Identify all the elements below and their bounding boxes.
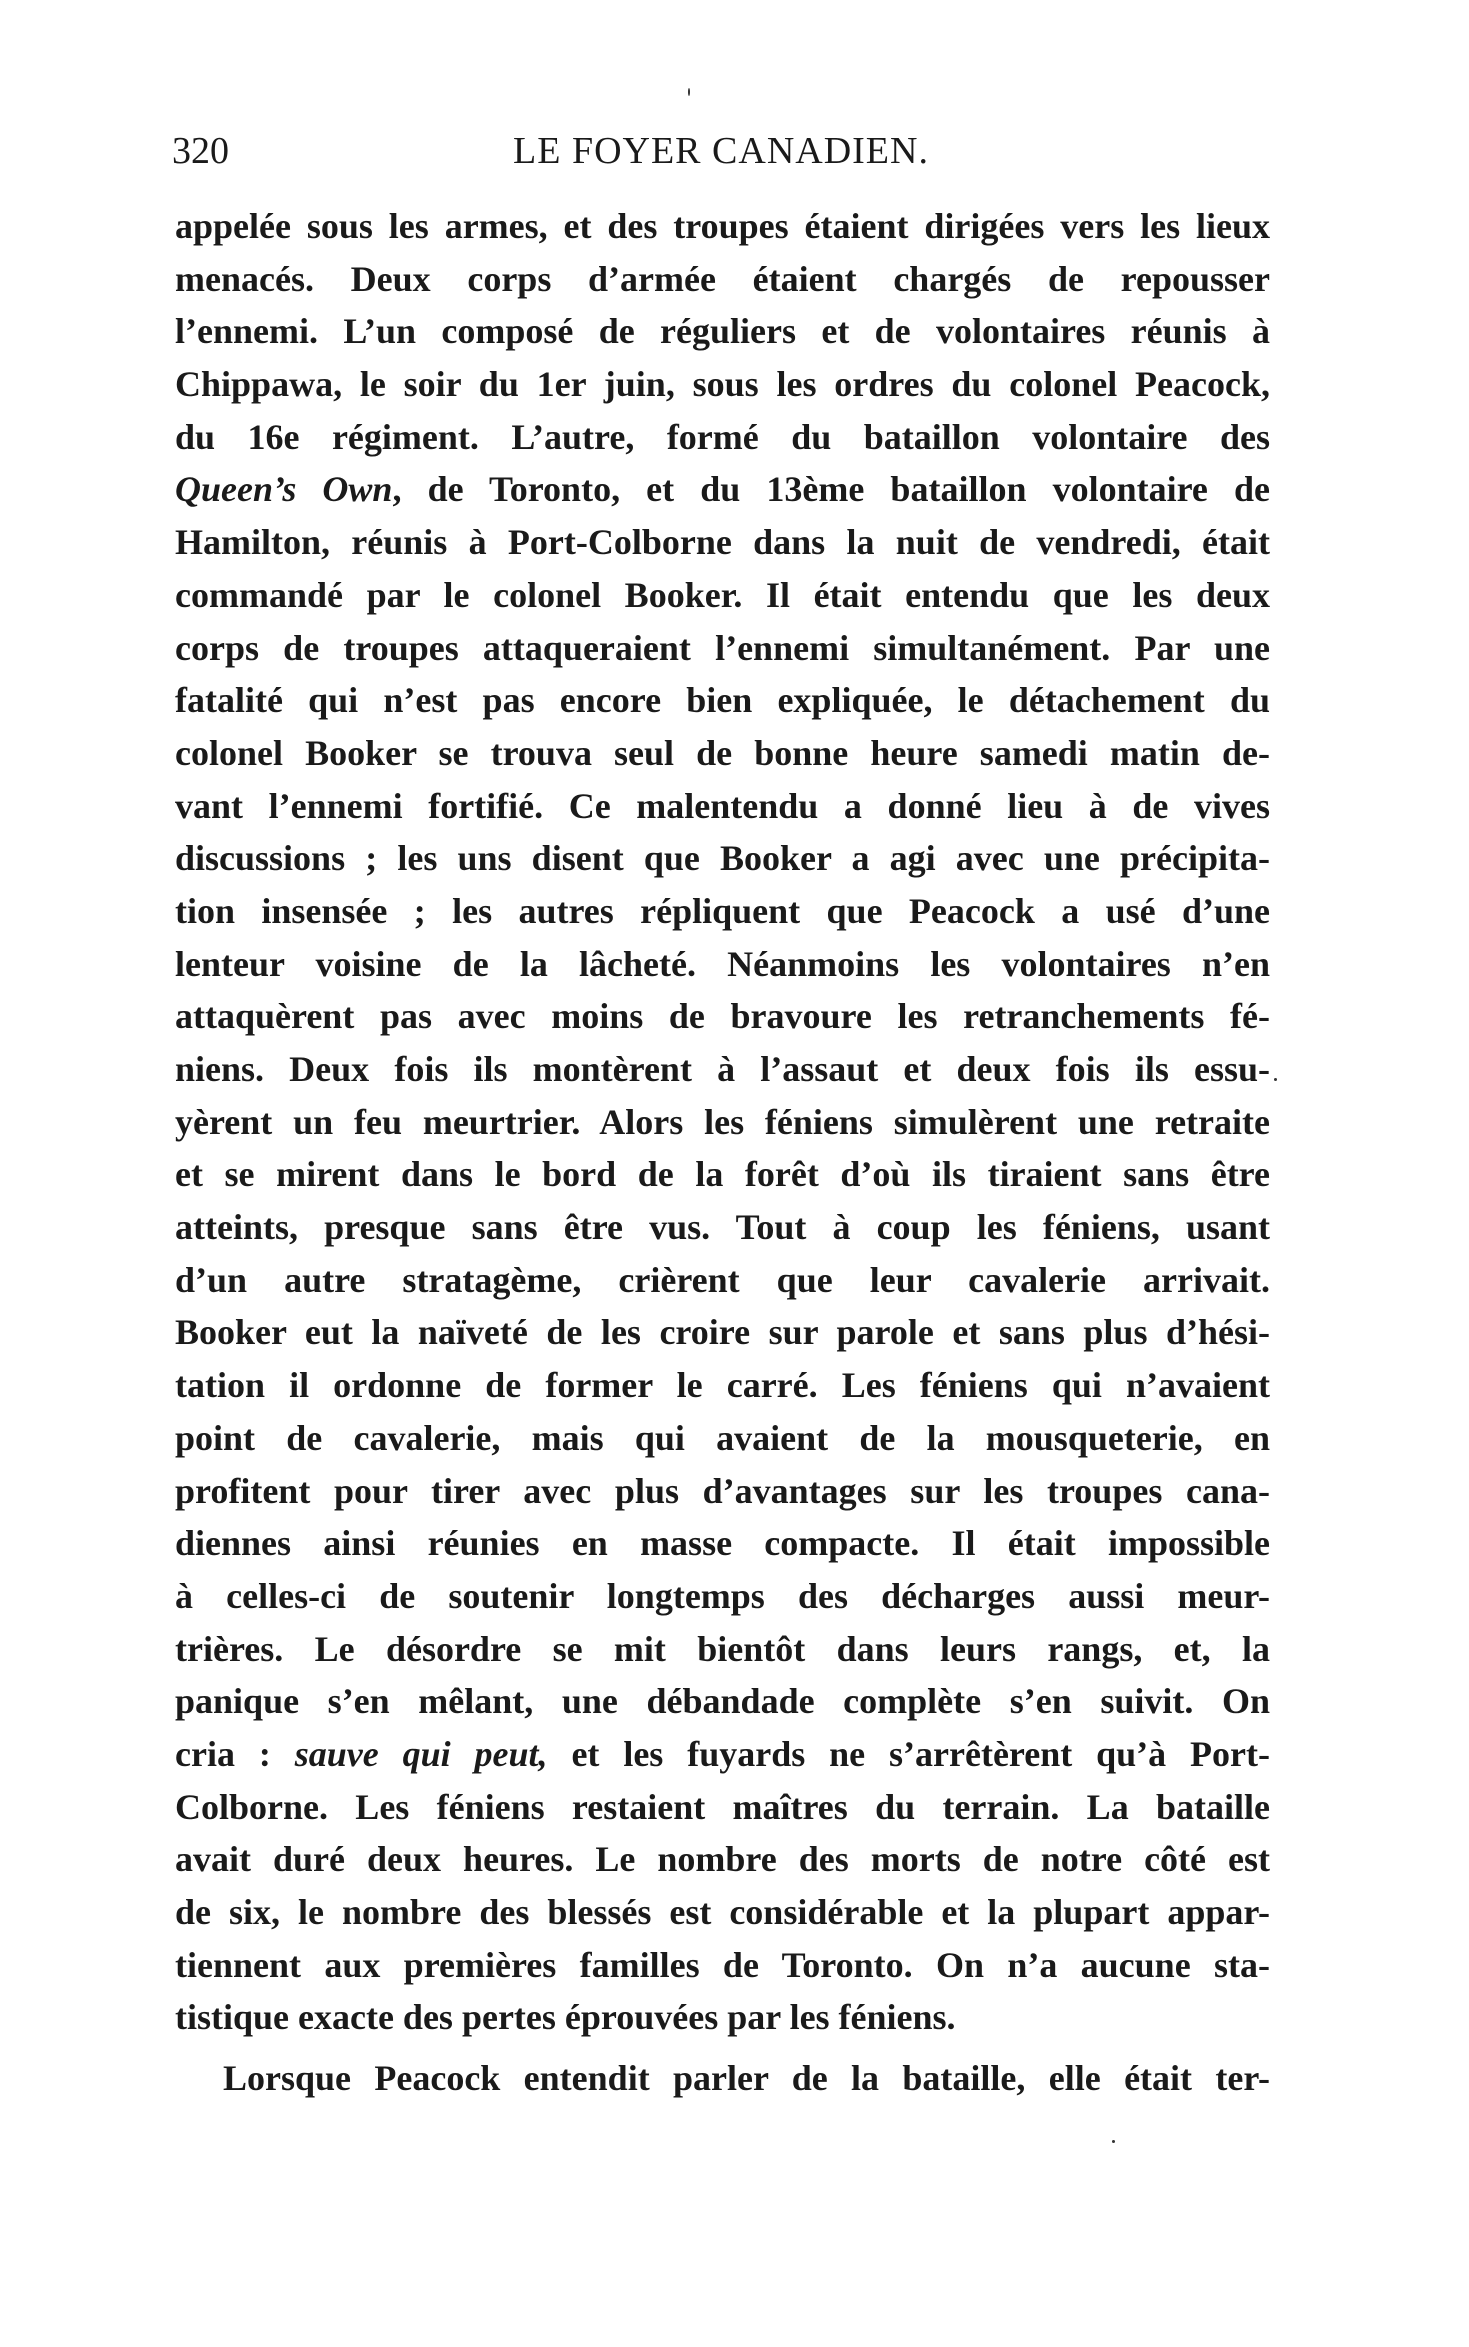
text-line: d’un autre stratagème, crièrent que leur cavalerie arrivait. (175, 1259, 1270, 1300)
ink-speck (1112, 2140, 1115, 2143)
text-line: Hamilton, réunis à Port-Colborne dans la nuit de vendredi, était (175, 522, 1270, 563)
paragraph-break (175, 2044, 1270, 2052)
text-line: tiennent aux premières familles de Toronto. On n’a aucune sta- (175, 1944, 1270, 1985)
running-title: LE FOYER CANADIEN. (513, 130, 929, 172)
text-line: cria : sauve qui peut, et les fuyards ne s’arrêtèrent qu’à Port- (175, 1733, 1271, 1774)
text-line: diennes ainsi réunies en masse compacte. Il était impossible (175, 1523, 1270, 1564)
ink-speck (1274, 1078, 1277, 1081)
text-line: Queen’s Own, de Toronto, et du 13ème bataillon volontaire de (175, 469, 1270, 510)
text-line: lenteur voisine de la lâcheté. Néanmoins les volontaires n’en (175, 943, 1270, 984)
text-line: Chippawa, le soir du 1er juin, sous les ordres du colonel Peacock, (175, 364, 1270, 405)
text-line: appelée sous les armes, et des troupes étaient dirigées vers les lieux (175, 206, 1270, 246)
text-line: de six, le nombre des blessés est considérable et la plupart appar- (175, 1892, 1270, 1932)
text-line: tistique exacte des pertes éprouvées par les féniens. (175, 1997, 956, 2038)
text-line: tation il ordonne de former le carré. Les féniens qui n’avaient (175, 1365, 1270, 1406)
text-line: niens. Deux fois ils montèrent à l’assaut et deux fois ils essu- (175, 1049, 1270, 1089)
text-line: discussions ; les uns disent que Booker a agi avec une précipita- (175, 838, 1270, 879)
text-line: panique s’en mêlant, une débandade complète s’en suivit. On (175, 1681, 1270, 1722)
text-line: avait duré deux heures. Le nombre des morts de notre côté est (175, 1839, 1270, 1880)
text-line: Booker eut la naïveté de les croire sur parole et sans plus d’hési- (175, 1312, 1270, 1353)
text-line: menacés. Deux corps d’armée étaient chargés de repousser (175, 258, 1270, 299)
text-line: fatalité qui n’est pas encore bien expliquée, le détachement du (175, 680, 1270, 721)
page-number: 320 (172, 130, 229, 172)
text-line: tion insensée ; les autres répliquent que Peacock a usé d’une (175, 890, 1270, 931)
text-line: corps de troupes attaqueraient l’ennemi simultanément. Par une (175, 627, 1270, 668)
text-line: yèrent un feu meurtrier. Alors les féniens simulèrent une retraite (175, 1101, 1270, 1142)
text-line: commandé par le colonel Booker. Il était entendu que les deux (175, 574, 1270, 615)
text-line: Colborne. Les féniens restaient maîtres du terrain. La bataille (175, 1786, 1270, 1827)
running-head (172, 126, 1270, 176)
text-line: Lorsque Peacock entendit parler de la bataille, elle était ter- (223, 2058, 1270, 2099)
text-line: du 16e régiment. L’autre, formé du bataillon volontaire des (175, 416, 1270, 457)
text-line: vant l’ennemi fortifié. Ce malentendu a donné lieu à de vives (175, 785, 1270, 826)
text-line: profitent pour tirer avec plus d’avantages sur les troupes cana- (175, 1470, 1270, 1511)
text-line: et se mirent dans le bord de la forêt d’où ils tiraient sans être (175, 1154, 1270, 1195)
text-line: point de cavalerie, mais qui avaient de la mousqueterie, en (175, 1417, 1270, 1458)
italic-phrase: sauve qui peut, (294, 1733, 548, 1774)
italic-name: Queen’s Own (175, 469, 393, 510)
text-line: trières. Le désordre se mit bientôt dans leurs rangs, et, la (175, 1628, 1270, 1669)
text-line: colonel Booker se trouva seul de bonne heure samedi matin de- (175, 732, 1270, 773)
text-line: attaquèrent pas avec moins de bravoure les retranchements fé- (175, 996, 1270, 1037)
text-line: atteints, presque sans être vus. Tout à coup les féniens, usant (175, 1207, 1270, 1248)
text-line: à celles-ci de soutenir longtemps des décharges aussi meur- (175, 1575, 1270, 1616)
text-line: l’ennemi. L’un composé de réguliers et de volontaires réunis à (175, 311, 1270, 352)
body-text (175, 200, 1270, 2105)
ink-speck (688, 88, 690, 96)
